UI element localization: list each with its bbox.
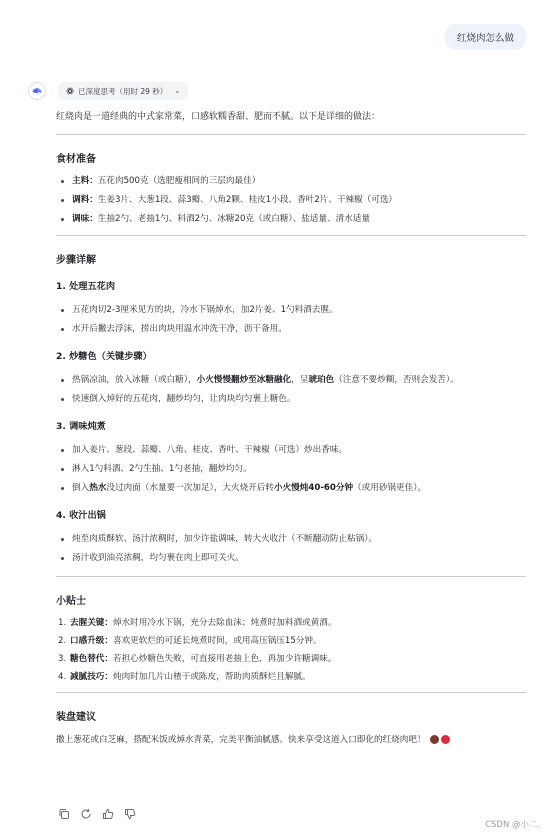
thumbs-down-icon[interactable]: [124, 808, 136, 820]
section-title-steps: 步骤详解: [56, 255, 96, 266]
step-2-list: [56, 373, 526, 407]
copy-icon[interactable]: [58, 808, 70, 820]
step-1-list: [56, 303, 526, 337]
braised-pork-emoji-icon: [430, 735, 439, 744]
section-title-plating: 装盘建议: [56, 712, 96, 723]
user-message-text: 红烧肉怎么做: [456, 33, 514, 44]
step-title-1: 1. 处理五花肉: [56, 281, 116, 292]
regenerate-icon[interactable]: [80, 808, 92, 820]
step-3-list: [56, 443, 526, 496]
assistant-avatar: [28, 82, 46, 100]
list-item: 炖至肉质酥软、汤汁浓稠时，加少许盐调味，转大火收汁（不断翻动防止粘锅）。: [56, 532, 526, 547]
list-item: 热锅凉油，放入冰糖（或白糖），小火慢慢翻炒至冰糖融化，呈琥珀色（注意不要炒糊，否则会发苦）。: [56, 373, 526, 388]
atom-icon: [66, 87, 74, 95]
list-item: 3. 糖色替代：若担心炒糖色失败，可直接用老抽上色，再加少许糖调味。: [58, 654, 337, 664]
red-emoji-icon: [441, 735, 450, 744]
list-item: 主料：五花肉500克（选肥瘦相间的三层肉最佳）: [56, 174, 526, 189]
section-title-ingredients: 食材准备: [56, 154, 96, 165]
divider: [56, 692, 526, 693]
tips-list: [56, 616, 526, 685]
list-item: 汤汁收到油亮浓稠，均匀裹在肉上即可关火。: [56, 551, 526, 566]
thumbs-up-icon[interactable]: [102, 808, 114, 820]
chevron-down-icon: ⌄: [174, 87, 181, 95]
list-item: 五花肉切2-3厘米见方的块，冷水下锅焯水，加2片姜、1勺料酒去腥。: [56, 303, 526, 318]
step-4-list: [56, 532, 526, 566]
ingredient-list: [56, 174, 526, 227]
list-item: 水开后撇去浮沫，捞出肉块用温水冲洗干净，沥干备用。: [56, 322, 526, 337]
step-title-2: 2. 炒糖色（关键步骤）: [56, 351, 152, 362]
deep-think-toggle[interactable]: [58, 82, 188, 100]
list-item: 调味：生抽2勺、老抽1勺、料酒2勺、冰糖20克（或白糖）、盐适量、清水适量: [56, 212, 526, 227]
list-item: 倒入热水没过肉面（水量要一次加足），大火烧开后转小火慢炖40-60分钟（或用砂锅更佳）。: [56, 481, 526, 496]
divider: [56, 235, 526, 236]
user-message-bubble: [445, 24, 526, 50]
deep-think-label: 已深度思考（用时 29 秒）: [78, 86, 168, 96]
section-title-tips: 小贴士: [56, 596, 86, 607]
list-item: 2. 口感升级：喜欢更软烂的可延长炖煮时间，或用高压锅压15分钟。: [58, 636, 322, 646]
plating-text: 撒上葱花或白芝麻，搭配米饭或焯水青菜，完美平衡油腻感。快来享受这道入口即化的红烧肉吧！: [56, 733, 526, 747]
list-item: 快速倒入焯好的五花肉，翻炒均匀，让肉块均匀裹上糖色。: [56, 392, 526, 407]
list-item: 调料：生姜3片、大葱1段、蒜3瓣、八角2颗、桂皮1小段、香叶2片、干辣椒（可选）: [56, 193, 526, 208]
list-item: 4. 减腻技巧：炖肉时加几片山楂干或陈皮，帮助肉质酥烂且解腻。: [58, 672, 311, 682]
assistant-answer: [56, 110, 526, 747]
whale-logo-icon: [31, 85, 43, 97]
divider: [56, 134, 526, 135]
step-title-4: 4. 收汁出锅: [56, 510, 106, 521]
message-actions: [58, 808, 136, 820]
list-item: 加入姜片、葱段、蒜瓣、八角、桂皮、香叶、干辣椒（可选）炒出香味。: [56, 443, 526, 458]
list-item: 淋入1勺料酒、2勺生抽、1勺老抽，翻炒均匀。: [56, 462, 526, 477]
watermark: CSDN @小二。: [485, 820, 546, 830]
divider: [56, 576, 526, 577]
list-item: 1. 去腥关键：焯水时用冷水下锅，充分去除血沫；炖煮时加料酒或黄酒。: [58, 618, 337, 628]
answer-intro: 红烧肉是一道经典的中式家常菜，口感软糯香甜、肥而不腻。以下是详细的做法：: [56, 112, 381, 122]
step-title-3: 3. 调味炖煮: [56, 421, 106, 432]
